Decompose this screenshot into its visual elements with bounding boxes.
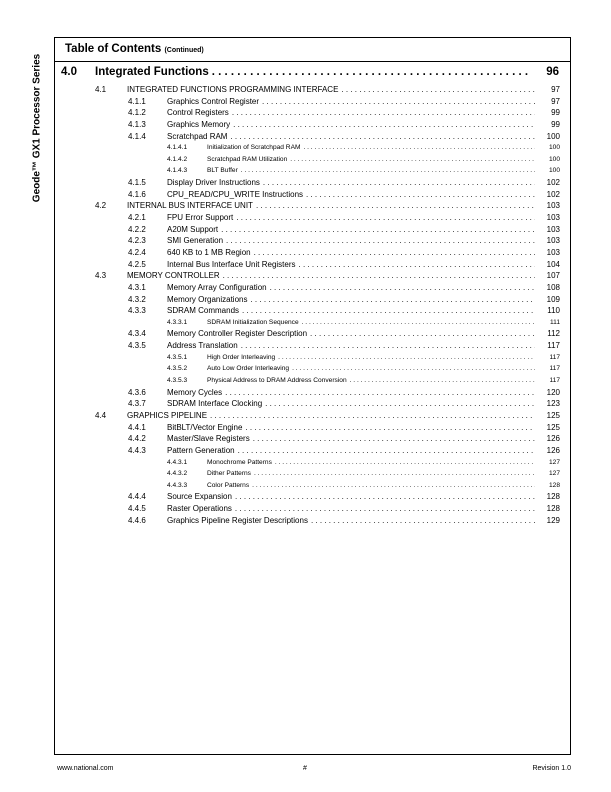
- toc-entry[interactable]: [55, 189, 570, 201]
- toc-entry[interactable]: [55, 154, 570, 166]
- toc-entry-page[interactable]: 126: [546, 445, 560, 455]
- toc-entry[interactable]: [55, 457, 570, 469]
- toc-entry-title[interactable]: Memory Array Configuration . . .: [167, 282, 535, 294]
- toc-entry-page[interactable]: 110: [547, 306, 560, 316]
- toc-entry-page[interactable]: 103: [546, 201, 560, 211]
- toc-entry-page[interactable]: 103: [546, 213, 560, 223]
- toc-entry-page[interactable]: 125: [546, 422, 560, 432]
- toc-entry-number: 4.1.5: [128, 178, 146, 188]
- toc-entry[interactable]: [55, 410, 570, 422]
- toc-entry-number: 4.3: [95, 271, 107, 281]
- toc-entry-title[interactable]: CPU_READ/CPU_WRITE Instructions . . .: [167, 189, 535, 201]
- toc-entry-title[interactable]: Graphics Memory . . .: [167, 119, 535, 131]
- toc-entry-number: 4.1: [95, 85, 107, 94]
- toc-entry[interactable]: [55, 119, 570, 131]
- toc-entry-number: 4.0: [61, 66, 77, 78]
- toc-entry-title[interactable]: Pattern Generation . . .: [167, 445, 535, 457]
- toc-entry-number: 4.2.3: [128, 236, 146, 246]
- toc-entry-title[interactable]: SDRAM Interface Clocking . . .: [167, 398, 535, 410]
- toc-entry[interactable]: [55, 131, 570, 143]
- toc-entry-page[interactable]: 96: [544, 62, 559, 82]
- toc-list: [55, 62, 570, 526]
- toc-entry-number: 4.1.4.2: [167, 155, 188, 163]
- toc-entry-title[interactable]: FPU Error Support . . .: [167, 212, 535, 224]
- continued-label: (Continued): [164, 47, 204, 54]
- toc-frame: [54, 37, 571, 755]
- toc-entry[interactable]: [55, 270, 570, 282]
- toc-entry-number: 4.3.7: [128, 399, 146, 409]
- toc-entry-title[interactable]: Scratchpad RAM . . .: [167, 131, 535, 143]
- toc-entry-title[interactable]: Raster Operations . . .: [167, 503, 535, 515]
- toc-entry-page[interactable]: 127: [547, 457, 560, 469]
- toc-entry-title[interactable]: Auto Low Order Interleaving . . .: [207, 363, 535, 375]
- toc-entry-title[interactable]: SMI Generation . . .: [167, 235, 535, 247]
- toc-entry-title[interactable]: Scratchpad RAM Utilization . . .: [207, 154, 535, 166]
- toc-entry[interactable]: [55, 352, 570, 364]
- toc-entry-number: 4.3.6: [128, 387, 146, 397]
- toc-entry-title[interactable]: Master/Slave Registers . . .: [167, 433, 535, 445]
- toc-entry-title[interactable]: Initialization of Scratchpad RAM . . .: [207, 142, 535, 154]
- toc-entry[interactable]: [55, 480, 570, 492]
- toc-entry[interactable]: [55, 328, 570, 340]
- toc-entry-page[interactable]: 99: [551, 108, 560, 118]
- toc-entry-title[interactable]: Address Translation . . .: [167, 340, 535, 352]
- toc-entry-page[interactable]: 128: [546, 492, 560, 502]
- toc-entry-page[interactable]: 97: [551, 96, 560, 106]
- toc-entry[interactable]: [55, 212, 570, 224]
- toc-entry-number: 4.3.1: [128, 282, 146, 292]
- toc-entry-title[interactable]: SDRAM Commands . . .: [167, 305, 535, 317]
- toc-entry-title[interactable]: 640 KB to 1 MB Region . . .: [167, 247, 535, 259]
- toc-entry-number: 4.4.3.1: [167, 458, 188, 466]
- toc-entry-number: 4.4.3: [128, 445, 146, 455]
- toc-entry[interactable]: [55, 398, 570, 410]
- toc-entry-title[interactable]: Physical Address to DRAM Address Conversion . . .: [207, 375, 535, 387]
- toc-entry-page[interactable]: 112: [547, 329, 560, 339]
- toc-entry-title[interactable]: High Order Interleaving . . .: [207, 352, 535, 364]
- toc-entry-page[interactable]: 111: [548, 317, 560, 329]
- toc-entry-page[interactable]: 125: [546, 410, 560, 420]
- toc-entry-page[interactable]: 123: [546, 399, 560, 409]
- toc-entry[interactable]: [55, 317, 570, 329]
- toc-entry-title[interactable]: Graphics Control Register . . .: [167, 96, 535, 108]
- toc-entry[interactable]: [55, 340, 570, 352]
- toc-entry-number: 4.4.3.2: [167, 470, 188, 478]
- toc-entry-number: 4.1.2: [128, 108, 146, 118]
- toc-entry[interactable]: [55, 375, 570, 387]
- toc-entry-page[interactable]: 100: [546, 131, 560, 141]
- toc-entry-title[interactable]: Memory Cycles . . .: [167, 387, 535, 399]
- toc-entry[interactable]: [55, 84, 570, 96]
- toc-entry[interactable]: [55, 247, 570, 259]
- toc-entry[interactable]: [55, 445, 570, 457]
- toc-entry-number: 4.3.5.3: [167, 377, 188, 385]
- toc-entry-number: 4.3.4: [128, 329, 146, 339]
- toc-entry-number: 4.1.4: [128, 131, 146, 141]
- toc-entry-number: 4.4.1: [128, 422, 146, 432]
- toc-entry[interactable]: [55, 259, 570, 271]
- page-title: [65, 43, 204, 55]
- toc-entry[interactable]: [55, 96, 570, 108]
- toc-entry[interactable]: [55, 62, 570, 82]
- toc-entry-title[interactable]: Display Driver Instructions . . .: [167, 177, 535, 189]
- toc-entry-page[interactable]: 102: [546, 178, 560, 188]
- toc-entry-number: 4.3.2: [128, 294, 146, 304]
- side-series-title: [27, 38, 47, 218]
- toc-entry-page[interactable]: 100: [547, 165, 560, 177]
- toc-entry-page[interactable]: 128: [546, 504, 560, 514]
- toc-entry-title[interactable]: Monochrome Patterns . . .: [207, 457, 535, 469]
- toc-entry-title[interactable]: Internal Bus Interface Unit Registers . . .: [167, 259, 535, 271]
- toc-entry[interactable]: [55, 165, 570, 177]
- toc-entry-page[interactable]: 117: [547, 375, 560, 387]
- toc-entry-title[interactable]: BLT Buffer . . .: [207, 165, 535, 177]
- toc-entry-title[interactable]: Control Registers . . .: [167, 107, 535, 119]
- toc-entry-title[interactable]: SDRAM Initialization Sequence . . .: [207, 317, 535, 329]
- toc-entry-title[interactable]: Memory Controller Register Description . . .: [167, 328, 535, 340]
- toc-entry-page[interactable]: 103: [546, 236, 560, 246]
- toc-entry-number: 4.1.6: [128, 189, 146, 199]
- toc-entry[interactable]: [55, 503, 570, 515]
- toc-entry-number: 4.1.4.3: [167, 167, 188, 175]
- toc-entry-page[interactable]: 128: [547, 480, 560, 492]
- toc-entry[interactable]: [55, 305, 570, 317]
- toc-entry-number: 4.3.5.1: [167, 353, 188, 361]
- toc-entry-number: 4.2: [95, 201, 107, 211]
- toc-entry[interactable]: [55, 363, 570, 375]
- toc-entry-number: 4.4.3.3: [167, 481, 188, 489]
- toc-entry-number: 4.1.3: [128, 119, 146, 129]
- toc-entry-number: 4.3.3.1: [167, 318, 188, 326]
- toc-entry-title[interactable]: MEMORY CONTROLLER . . .: [127, 270, 535, 282]
- toc-entry-title[interactable]: Memory Organizations . . .: [167, 294, 535, 306]
- toc-entry-page[interactable]: 104: [546, 259, 560, 269]
- toc-entry-number: 4.4.6: [128, 515, 146, 525]
- footer-page-number: #: [303, 765, 307, 772]
- toc-entry[interactable]: [55, 468, 570, 480]
- toc-entry-title[interactable]: INTEGRATED FUNCTIONS PROGRAMMING INTERFACE . . .: [127, 84, 535, 96]
- toc-entry[interactable]: [55, 422, 570, 434]
- footer-url[interactable]: www.national.com: [57, 765, 114, 772]
- page-title-text: Table of Contents: [65, 43, 162, 55]
- side-series-title-text: Geode™ GX1 Processor Series: [31, 53, 43, 203]
- toc-entry-page[interactable]: 120: [546, 387, 560, 397]
- toc-entry-page[interactable]: 127: [547, 468, 560, 480]
- toc-entry[interactable]: [55, 294, 570, 306]
- footer-revision: Revision 1.0: [532, 765, 571, 772]
- toc-entry-page[interactable]: 100: [547, 154, 560, 166]
- toc-entry-page[interactable]: 117: [547, 352, 560, 364]
- toc-entry-number: 4.1.1: [128, 96, 146, 106]
- toc-entry-title[interactable]: INTERNAL BUS INTERFACE UNIT . . .: [127, 200, 535, 212]
- toc-entry-number: 4.3.5: [128, 341, 146, 351]
- toc-entry[interactable]: [55, 515, 570, 527]
- toc-entry-number: 4.4.2: [128, 434, 146, 444]
- toc-entry-title[interactable]: Source Expansion . . .: [167, 491, 535, 503]
- toc-entry-title[interactable]: Color Patterns . . .: [207, 480, 535, 492]
- toc-entry-number: 4.1.4.1: [167, 144, 188, 152]
- toc-entry-title[interactable]: Integrated Functions . . .: [95, 62, 530, 82]
- toc-entry-page[interactable]: 117: [547, 363, 560, 375]
- toc-entry-number: 4.3.5.2: [167, 365, 188, 373]
- toc-entry[interactable]: [55, 387, 570, 399]
- toc-entry-page[interactable]: 97: [551, 85, 560, 94]
- toc-entry-page[interactable]: 109: [546, 294, 560, 304]
- toc-entry-number: 4.2.2: [128, 224, 146, 234]
- toc-entry[interactable]: [55, 177, 570, 189]
- toc-entry-number: 4.4: [95, 410, 107, 420]
- toc-entry[interactable]: [55, 224, 570, 236]
- toc-entry[interactable]: [55, 200, 570, 212]
- toc-entry-title[interactable]: Dither Patterns . . .: [207, 468, 535, 480]
- toc-entry[interactable]: [55, 491, 570, 503]
- toc-entry-number: 4.4.4: [128, 492, 146, 502]
- toc-entry-page[interactable]: 100: [547, 142, 560, 154]
- toc-entry-page[interactable]: 102: [546, 189, 560, 199]
- toc-entry-page[interactable]: 126: [546, 434, 560, 444]
- toc-entry-page[interactable]: 103: [546, 224, 560, 234]
- toc-entry-page[interactable]: 117: [547, 341, 560, 351]
- toc-entry-page[interactable]: 107: [546, 271, 560, 281]
- toc-entry-title[interactable]: BitBLT/Vector Engine . . .: [167, 422, 535, 434]
- toc-entry-page[interactable]: 129: [546, 515, 560, 525]
- toc-entry-number: 4.3.3: [128, 306, 146, 316]
- toc-entry[interactable]: [55, 142, 570, 154]
- toc-entry-title[interactable]: Graphics Pipeline Register Descriptions . . .: [167, 515, 535, 527]
- toc-entry-number: 4.2.1: [128, 213, 146, 223]
- toc-entry-number: 4.2.5: [128, 259, 146, 269]
- toc-entry-number: 4.4.5: [128, 504, 146, 514]
- toc-entry[interactable]: [55, 282, 570, 294]
- toc-entry-page[interactable]: 103: [546, 247, 560, 257]
- toc-entry-page[interactable]: 108: [546, 282, 560, 292]
- toc-entry[interactable]: [55, 235, 570, 247]
- toc-entry-title[interactable]: GRAPHICS PIPELINE . . .: [127, 410, 535, 422]
- toc-entry[interactable]: [55, 107, 570, 119]
- toc-entry-title[interactable]: A20M Support . . .: [167, 224, 535, 236]
- toc-entry-number: 4.2.4: [128, 247, 146, 257]
- toc-entry-page[interactable]: 99: [551, 119, 560, 129]
- toc-entry[interactable]: [55, 433, 570, 445]
